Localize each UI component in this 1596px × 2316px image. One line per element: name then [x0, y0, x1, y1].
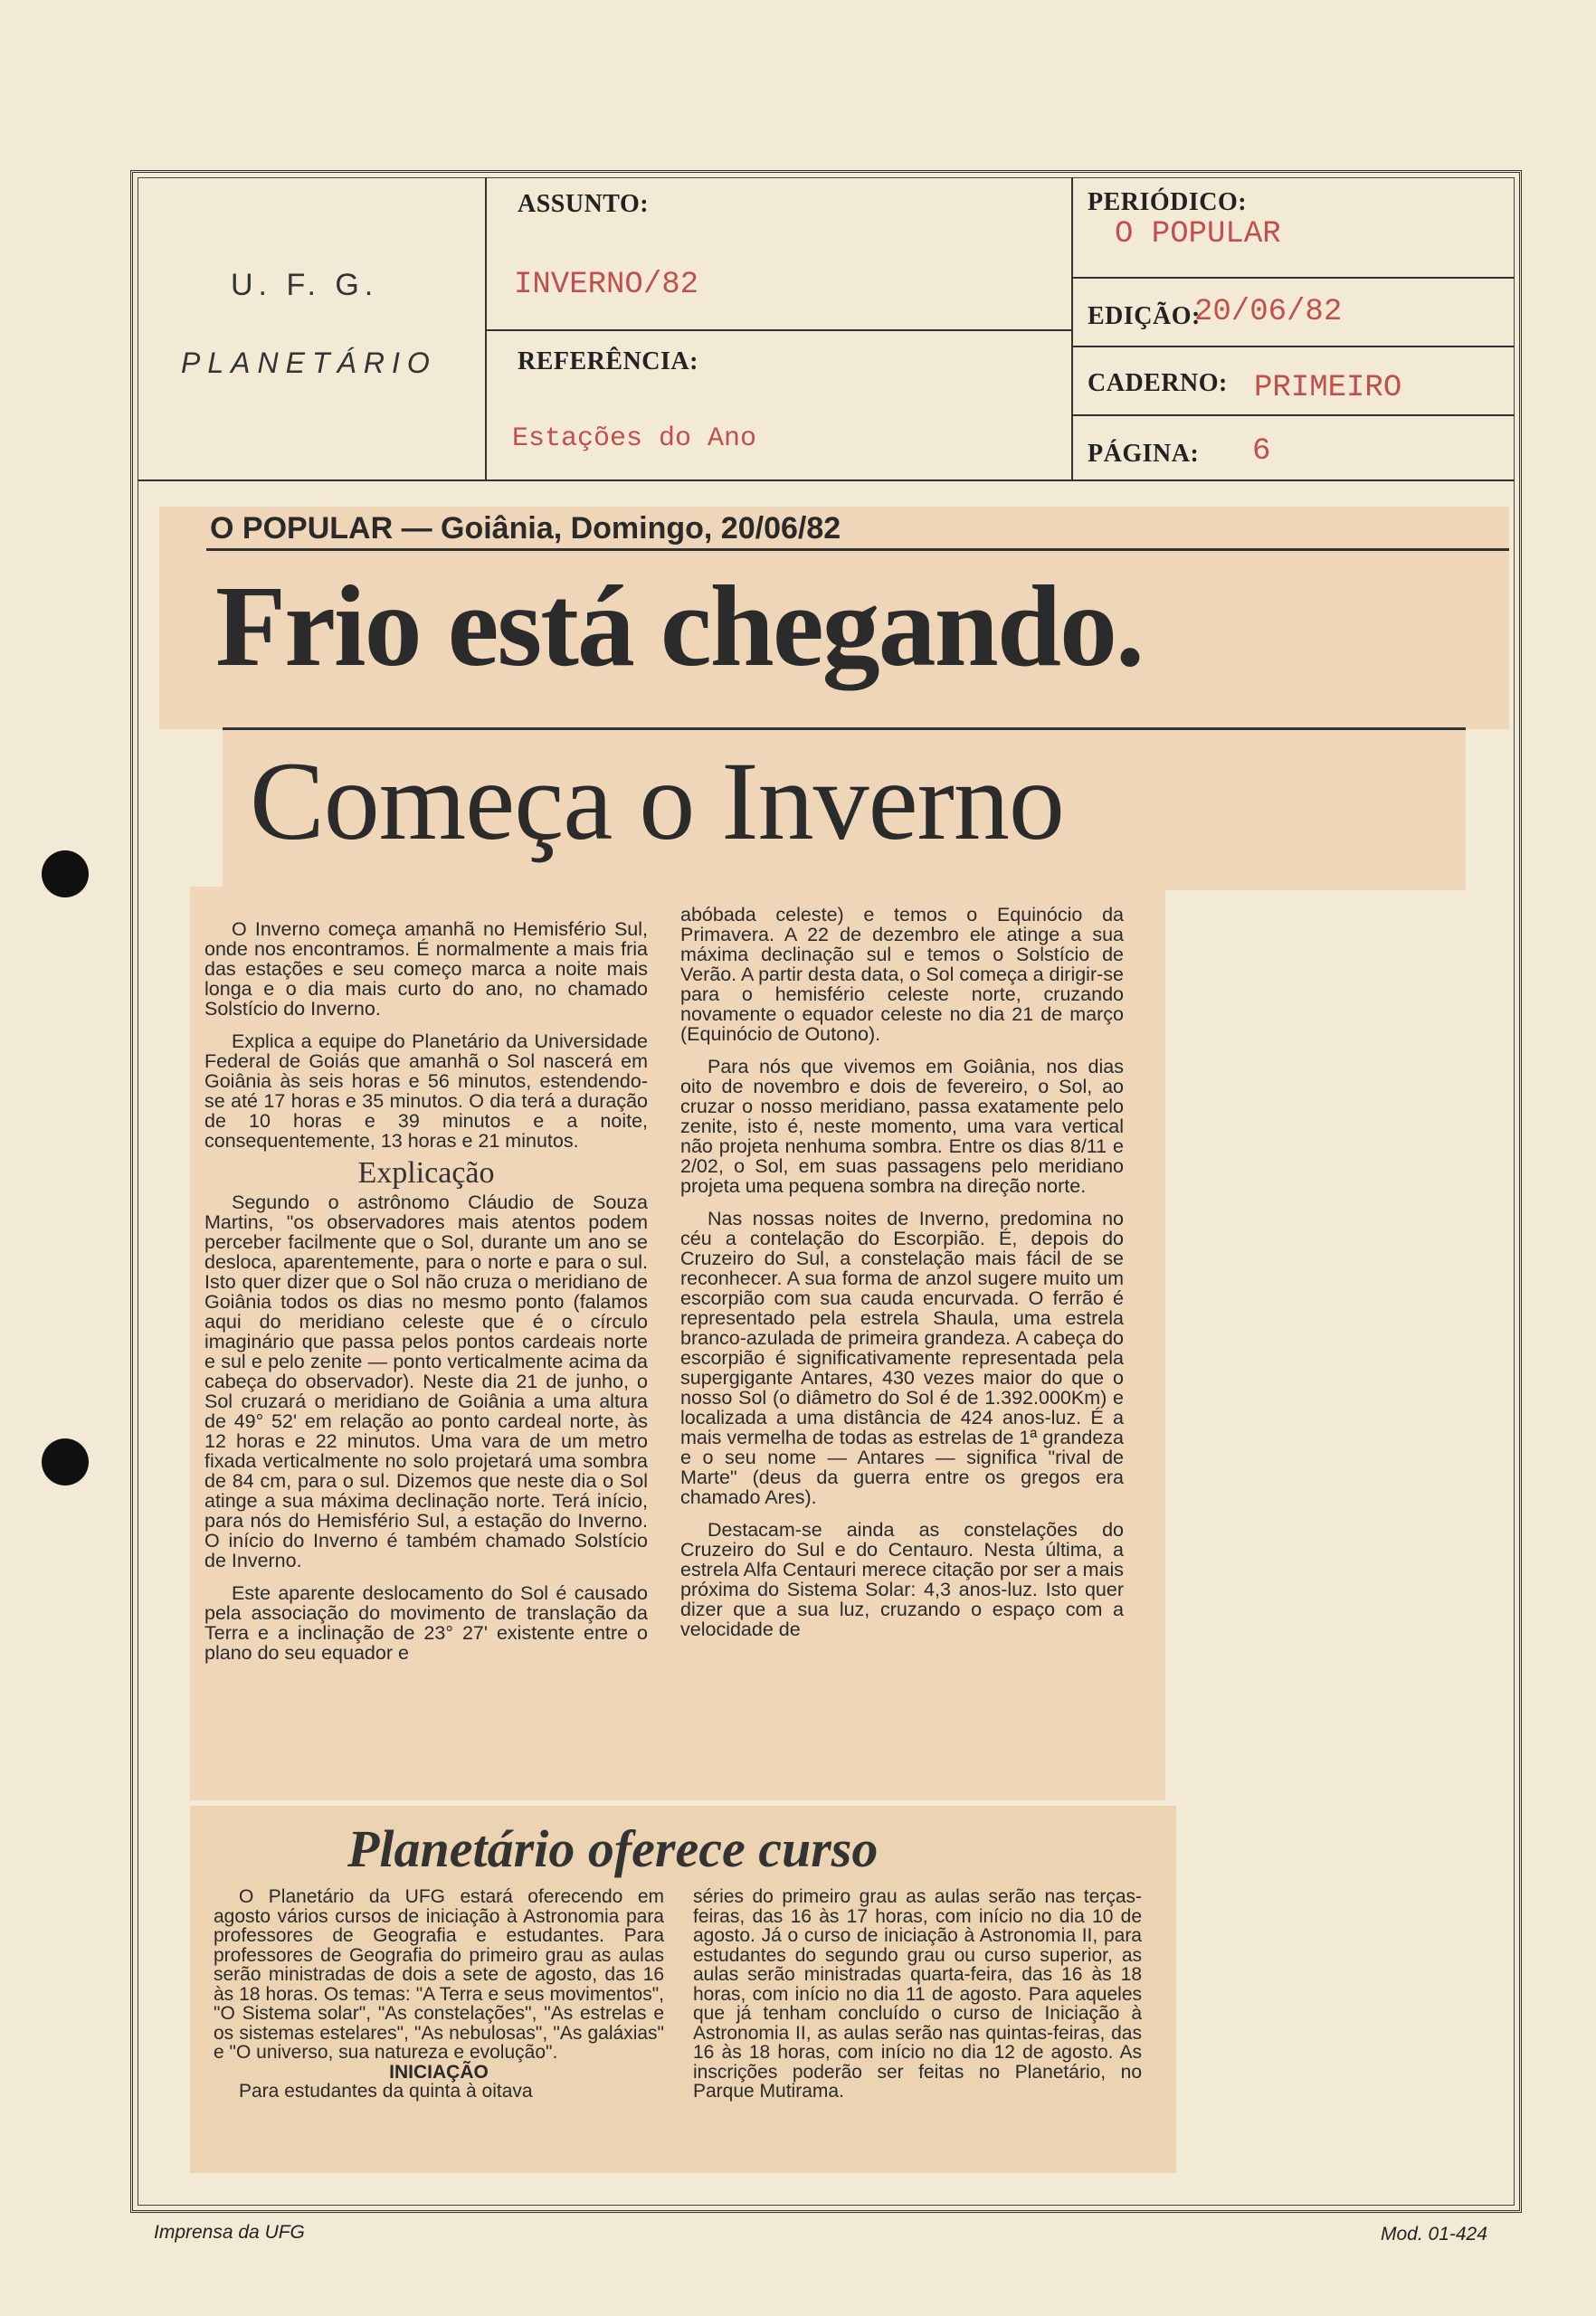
header-bottom-rule [138, 479, 1515, 481]
assunto-label: ASSUNTO: [518, 190, 650, 218]
subheadline-rule [223, 727, 1466, 730]
paragraph: O Planetário da UFG estará oferecendo em agosto vários cursos de iniciação à Astronomia para professores de Geografia e estudantes. Para professores de Geografia do primeiro grau as aulas serão ministradas de dois a sete de agosto, das 16 às 18 horas. Os temas: "A Terra e seus movimentos", "O Sistema solar", "As constelações", "As estrelas e os sistemas estelares", "As nebulosas", "As galáxias" e "O universo, sua natureza e evolução". [214, 1887, 664, 2063]
punch-hole-top [42, 850, 89, 897]
section-title: Explicação [357, 1156, 495, 1190]
edicao-label: EDIÇÃO: [1088, 302, 1201, 330]
header-divider-2 [1071, 177, 1073, 479]
dept-name: PLANETÁRIO [181, 346, 437, 379]
pagina-label: PÁGINA: [1088, 440, 1200, 468]
masthead: O POPULAR — Goiânia, Domingo, 20/06/82 [210, 511, 841, 546]
referencia-value: Estações do Ano [512, 423, 757, 454]
caderno-label: CADERNO: [1088, 369, 1228, 397]
paragraph: Segundo o astrônomo Cláudio de Souza Martins, "os observadores mais atentos podem perceber facilmente que o Sol, durante um ano se desloca, aparentemente, para o norte e para o sul. Isto quer dizer que o Sol não cruza o meridiano de Goiânia todos os dias no mesmo ponto (falamos aqui do meridiano celeste que é o círculo imaginário que passa pelos pontos cardeais norte e sul e pelo zenite — ponto verticalmente acima da cabeça do observador). Neste dia 21 de junho, o Sol cruzará o meridiano de Goiânia a uma altura de 49° 52' em relação ao ponto cardeal norte, às 12 horas e 22 minutos. Uma vara de um metro fixada verticalmente no solo projetará uma sombra de 84 cm, para o sul. Dizemos que neste dia o Sol atinge a sua máxima declinação norte. Terá início, para nós do Hemisfério Sul, a estação do Inverno. O início do Inverno é também chamado Solstício de Inverno. [204, 1191, 648, 1571]
course-subhead: INICIAÇÃO [389, 2061, 489, 2083]
pagina-value: 6 [1252, 434, 1271, 469]
article-left-column [204, 919, 648, 1797]
paragraph: Para estudantes da quinta à oitava [239, 2081, 533, 2102]
assunto-rule [485, 329, 1071, 331]
footer-imprint: Imprensa da UFG [154, 2222, 305, 2243]
subheadline: Começa o Inverno [250, 739, 1064, 863]
paragraph: O Inverno começa amanhã no Hemisfério Sul, onde nos encontramos. É normalmente a mais fria das estações e seu começo marca a noite mais longa e o dia mais curto do ano, no chamado Solstício do Inverno. [204, 919, 648, 1020]
masthead-rule [206, 548, 1509, 551]
paragraph: Para nós que vivemos em Goiânia, nos dias oito de novembro e dois de fevereiro, o Sol, ao cruzar o nosso meridiano, passa exatamente pelo zenite, isto é, neste momento, uma vara vertical não projeta nenhuma sombra. Entre os dias 8/11 e 2/02, o Sol, em suas passagens pelo meridiano projeta uma pequena sombra na direção norte. [680, 1056, 1124, 1197]
paragraph: séries do primeiro grau as aulas serão nas terças-feiras, das 16 às 17 horas, com início no dia 10 de agosto. Já o curso de iniciação à Astronomia II, para estudantes do segundo grau ou curso superior, as aulas serão ministradas quarta-feira, das 16 às 18 horas, com início no dia 11 de agosto. Para aqueles que já tenham concluído o curso de Iniciação à Astronomia II, as aulas serão nas quintas-feiras, das 16 às 18 horas, com início no dia 12 de agosto. As inscrições poderão ser feitas no Planetário, no Parque Mutirama. [693, 1887, 1142, 2102]
paragraph: Este aparente deslocamento do Sol é causado pela associação do movimento de translação da Terra e a inclinação de 23° 27' existente entre o plano do seu equador e [204, 1582, 648, 1664]
assunto-value: INVERNO/82 [514, 268, 699, 302]
edicao-value: 20/06/82 [1194, 295, 1343, 329]
punch-hole-bottom [42, 1438, 89, 1485]
footer-form-code: Mod. 01-424 [1381, 2224, 1487, 2245]
header-divider-1 [485, 177, 487, 479]
caderno-rule [1071, 414, 1515, 416]
article-right-column [680, 905, 1124, 1797]
referencia-label: REFERÊNCIA: [518, 347, 698, 375]
edicao-rule [1071, 346, 1515, 347]
paragraph: abóbada celeste) e temos o Equinócio da Primavera. A 22 de dezembro ele atinge a sua máxima declinação sul e temos o Solstício de Verão. A partir desta data, o Sol começa a dirigir-se para o hemisfério celeste norte, cruzando novamente o equador celeste no dia 21 de março (Equinócio de Outono). [680, 905, 1124, 1045]
periodico-value: O POPULAR [1115, 217, 1281, 252]
course-headline: Planetário oferece curso [347, 1819, 879, 1878]
org-name: U. F. G. [231, 268, 379, 302]
paragraph: Explica a equipe do Planetário da Universidade Federal de Goiás que amanhã o Sol nascerá em Goiânia às seis horas e 56 minutos, estendendo-se até 17 horas e 35 minutos. O dia terá a duração de 10 horas e 39 minutos e a noite, consequentemente, 13 horas e 21 minutos. [204, 1030, 648, 1152]
periodico-rule [1071, 277, 1515, 279]
periodico-label: PERIÓDICO: [1088, 188, 1248, 216]
headline: Frio está chegando. [215, 562, 1143, 690]
paragraph: Destacam-se ainda as constelações do Cruzeiro do Sul e do Centauro. Nesta última, a estrela Alfa Centauri merece citação por ser a mais próxima do Sistema Solar: 4,3 anos-luz. Isto quer dizer que a sua luz, cruzando o espaço com a velocidade de [680, 1519, 1124, 1640]
caderno-value: PRIMEIRO [1254, 371, 1402, 405]
paragraph: Nas nossas noites de Inverno, predomina no céu a contelação do Escorpião. É, depois do Cruzeiro do Sul, a constelação mais fácil de se reconhecer. A sua forma de anzol sugere muito um escorpião com sua cauda encurvada. O ferrão é representado pela estrela Shaula, uma estrela branco-azulada de primeira grandeza. A cabeça do escorpião é significativamente representada pela supergigante Antares, 430 vezes maior do que o nosso Sol (o diâmetro do Sol é de 1.392.000Km) e localizada a uma distância de 424 anos-luz. É a mais vermelha de todas as estrelas de 1ª grandeza e o seu nome — Antares — significa "rival de Marte" (deus da guerra entre os gregos era chamado Ares). [680, 1208, 1124, 1508]
course-right-column [693, 1887, 1142, 2169]
course-left-column [214, 1887, 664, 2169]
